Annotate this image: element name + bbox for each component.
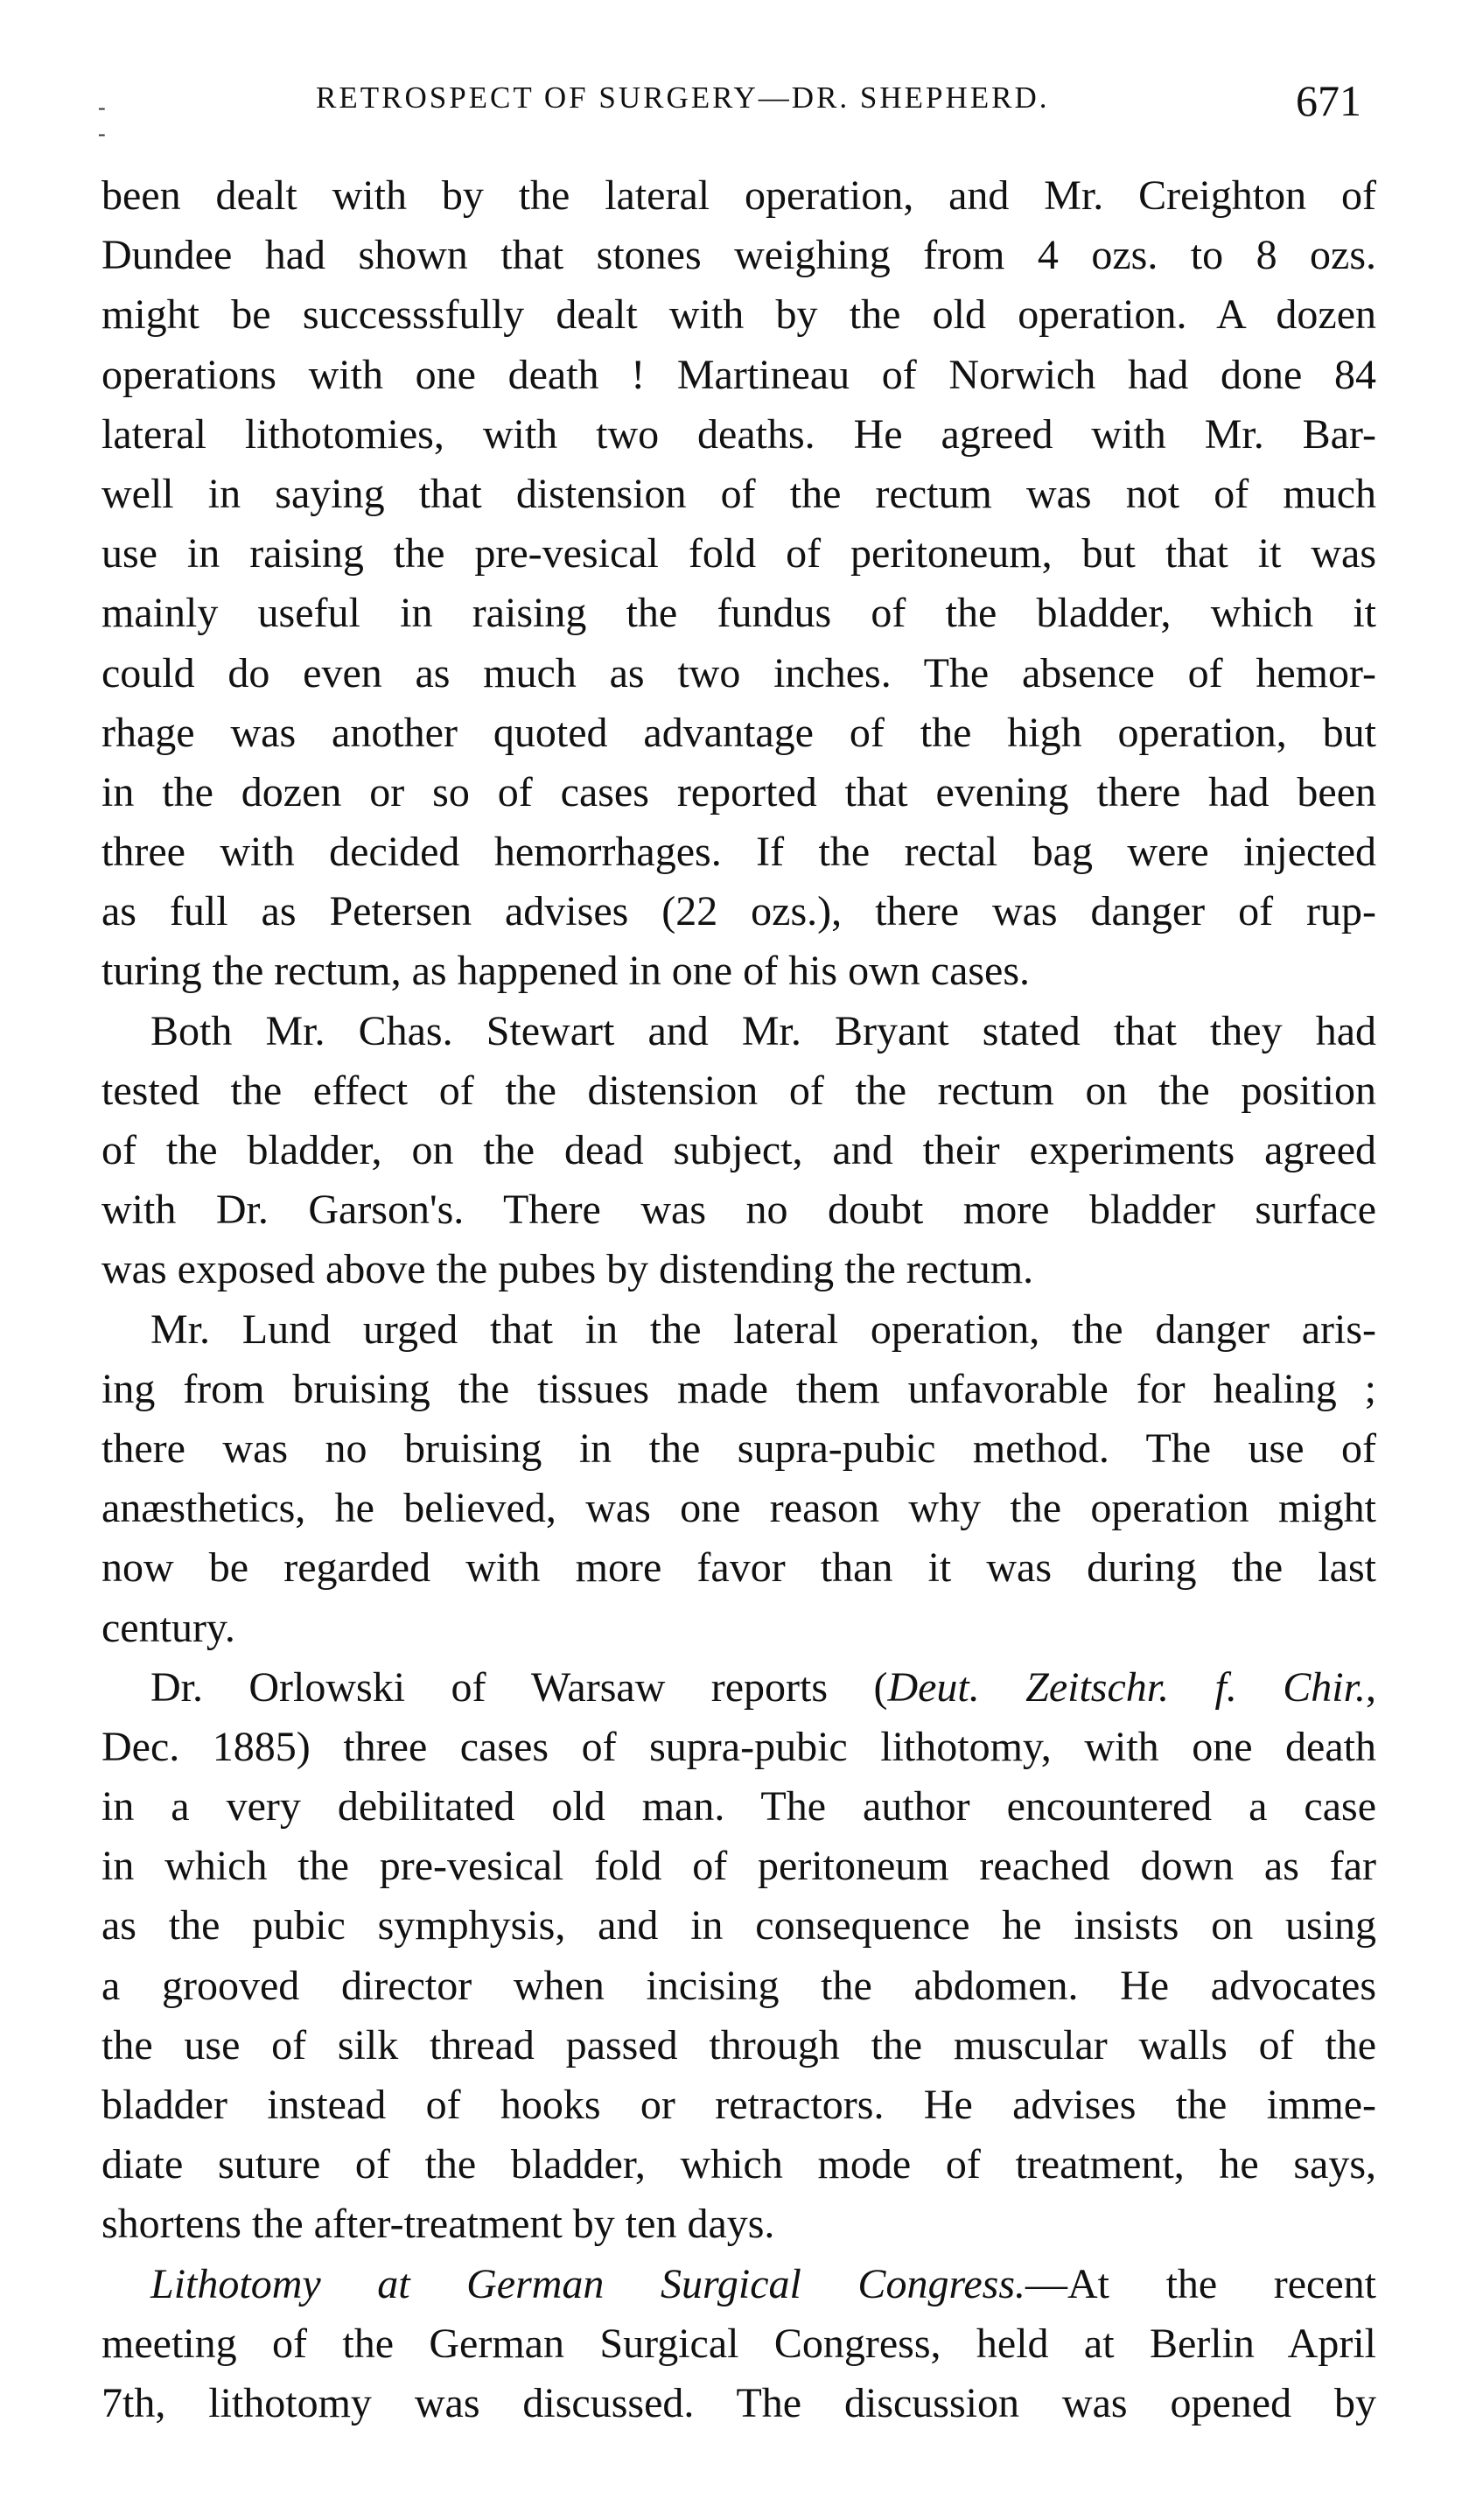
paragraph-start bbox=[101, 1658, 1376, 1718]
text-line: a grooved director when incising the abdomen. He advocates bbox=[101, 1962, 1376, 2009]
paragraph-start: Mr. Lund urged that in the lateral operation, the danger aris- bbox=[150, 1306, 1376, 1353]
text-line: of the bladder, on the dead subject, and their experiments agreed bbox=[101, 1127, 1376, 1173]
text-line: now be regarded with more favor than it was during the last bbox=[101, 1544, 1376, 1592]
text-line: there was no bruising in the supra-pubic method. The use of bbox=[101, 1424, 1376, 1472]
body-text bbox=[101, 166, 1376, 2433]
text-line: in which the pre-vesical fold of peritoneum reached down as far bbox=[101, 1843, 1376, 1890]
text-line: Dundee had shown that stones weighing from 4 ozs. to 8 ozs. bbox=[101, 232, 1376, 279]
text-line: could do even as much as two inches. The absence of hemor- bbox=[101, 649, 1376, 696]
text-line: in the dozen or so of cases reported that evening there had been bbox=[101, 768, 1376, 816]
text-line: century. bbox=[101, 1604, 235, 1651]
header-marks: - - bbox=[98, 94, 118, 146]
text-line: well in saying that distension of the rectum was not of much bbox=[101, 470, 1376, 517]
text-line: three with decided hemorrhages. If the rectal bag were injected bbox=[101, 829, 1376, 876]
text-line: meeting of the German Surgical Congress, held at Berlin April bbox=[101, 2320, 1376, 2367]
text-line: Dec. 1885) three cases of supra-pubic lithotomy, with one death bbox=[101, 1723, 1376, 1770]
text-run: —At the recent bbox=[1025, 2260, 1377, 2307]
page-number: 671 bbox=[1296, 76, 1361, 125]
text-line: shortens the after-treatment by ten days. bbox=[101, 2201, 775, 2248]
text-line: use in raising the pre-vesical fold of peritoneum, but that it was bbox=[101, 530, 1376, 578]
text-line: as full as Petersen advises (22 ozs.), there was danger of rup- bbox=[101, 888, 1376, 935]
section-heading: Lithotomy at German Surgical Congress. bbox=[150, 2260, 1026, 2307]
text-line: was exposed above the pubes by distending the rectum. bbox=[101, 1246, 1034, 1293]
text-line: anæsthetics, he believed, was one reason why the operation might bbox=[101, 1485, 1376, 1532]
journal-citation: Deut. Zeitschr. f. Chir. bbox=[887, 1663, 1366, 1711]
text-line: might be successsfully dealt with by the old operation. A dozen bbox=[101, 291, 1376, 339]
text-line: bladder instead of hooks or retractors. He advises the imme- bbox=[101, 2082, 1376, 2128]
text-line: rhage was another quoted advantage of the high operation, but bbox=[101, 709, 1376, 756]
running-head: RETROSPECT OF SURGERY—DR. SHEPHERD. bbox=[316, 80, 1050, 115]
text-line: as the pubic symphysis, and in consequence he insists on using bbox=[101, 1902, 1376, 1950]
text-line: mainly useful in raising the fundus of the bladder, which it bbox=[101, 590, 1376, 637]
text-line: ing from bruising the tissues made them unfavorable for healing ; bbox=[101, 1365, 1376, 1412]
text-line: the use of silk thread passed through the muscular walls of the bbox=[101, 2021, 1376, 2068]
text-line: with Dr. Garson's. There was no doubt more bladder surface bbox=[101, 1186, 1376, 1234]
text-line: turing the rectum, as happened in one of his own cases. bbox=[101, 948, 1031, 995]
text-line: tested the effect of the distension of the rectum on the position bbox=[101, 1067, 1376, 1114]
text-line: operations with one death ! Martineau of Norwich had done 84 bbox=[101, 351, 1376, 398]
page-header bbox=[101, 76, 1376, 142]
text-run: Dr. Orlowski of Warsaw reports ( bbox=[150, 1663, 888, 1711]
text-run: , bbox=[1366, 1663, 1376, 1711]
text-line: been dealt with by the lateral operation, and Mr. Creighton of bbox=[101, 172, 1376, 219]
text-line: diate suture of the bladder, which mode of treatment, he says, bbox=[101, 2141, 1376, 2188]
text-line: 7th, lithotomy was discussed. The discussion was opened by bbox=[101, 2379, 1376, 2426]
text-line: in a very debilitated old man. The author encountered a case bbox=[101, 1783, 1376, 1830]
paragraph-start bbox=[101, 2255, 1376, 2314]
text-line: lateral lithotomies, with two deaths. He agreed with Mr. Bar- bbox=[101, 410, 1376, 458]
paragraph-start: Both Mr. Chas. Stewart and Mr. Bryant stated that they had bbox=[150, 1007, 1376, 1054]
